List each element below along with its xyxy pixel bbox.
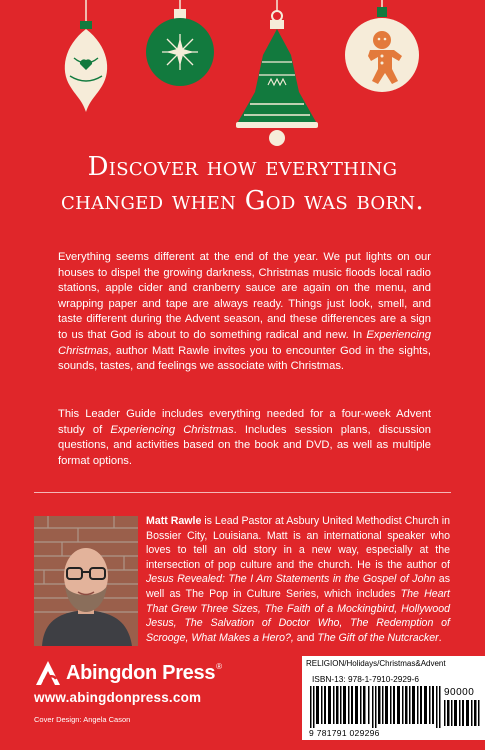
star-ornament-icon bbox=[146, 9, 214, 86]
cover-design-credit: Cover Design: Angela Cason bbox=[34, 715, 131, 724]
price-barcode bbox=[444, 700, 480, 726]
heart-ornament-icon bbox=[65, 21, 107, 112]
publisher-logo bbox=[34, 658, 222, 688]
divider bbox=[34, 492, 451, 493]
author-photo bbox=[34, 516, 138, 646]
book-title: Experiencing Christmas bbox=[110, 423, 234, 436]
abingdon-logo-icon bbox=[34, 659, 62, 687]
book-title: The Gift of the Nutcracker bbox=[317, 631, 439, 644]
isbn: ISBN-13: 978-1-7910-2929-6 bbox=[312, 674, 420, 684]
publisher-url[interactable]: www.abingdonpress.com bbox=[34, 690, 202, 705]
headline bbox=[0, 150, 485, 218]
price-code: 90000 bbox=[444, 687, 475, 698]
gingerbread-ornament-icon bbox=[345, 7, 419, 92]
series-titles: The Heart That Grew Three Sizes, The Faith of a Mockingbird, Hollywood Jesus, The Salvation of Doctor Who, The Redemption of Scrooge, What Makes a Hero?, bbox=[146, 587, 450, 644]
isbn-barcode bbox=[310, 686, 442, 728]
book-title: Experiencing Christmas bbox=[58, 328, 431, 357]
description-paragraph: Everything seems different at the end of the year. We put lights on our houses to dispel the growing darkness, Christmas music floods local radio stations, apple cider and cranberry sauce are again on the menu, and wrapping paper and tape are always ready. Things just look, smell, and taste different during the Advent season, and these differences are a sign to us that God is about to do something radical and new. In Experiencing Christmas, author Matt Rawle invites you to encounter God in the sights, sounds, tastes, and feelings we associate with Christmas. bbox=[58, 251, 431, 373]
barcode-number: 9 781791 029296 bbox=[309, 728, 380, 738]
book-title: Jesus Revealed: The I Am Statements in the Gospel of John bbox=[146, 573, 436, 586]
headline-line-2: changed when God was born. bbox=[61, 186, 424, 216]
bisac-category: RELIGION/Holidays/Christmas&Advent bbox=[306, 659, 446, 668]
headline-line-1: Discover how everything bbox=[87, 152, 398, 182]
trademark: ® bbox=[216, 662, 223, 671]
barcode-block bbox=[302, 656, 485, 740]
ornament-illustrations bbox=[0, 0, 485, 150]
author-name: Matt Rawle bbox=[146, 515, 202, 527]
bell-ornament-icon bbox=[236, 11, 318, 146]
author-bio: Matt Rawle is Lead Pastor at Asbury United Methodist Church in Bossier City, Louisiana. Matt is an international speaker who loves to tell an old story in a new way, especially at the intersection of pop culture and the church. He is the author of Jesus Revealed: The I Am Statements in the Gospel of John as well as The Pop in Culture Series, which includes The Heart That Grew Three Sizes, The Faith of a Mockingbird, Hollywood Jesus, The Salvation of Doctor Who, The Redemption of Scrooge, What Makes a Hero?, and The Gift of the Nutcracker. bbox=[146, 515, 450, 644]
publisher-name: Abingdon Press bbox=[66, 661, 216, 684]
leader-guide-paragraph: This Leader Guide includes everything needed for a four-week Advent study of Experiencing Christmas. Includes session plans, discussion questions, and activities based on the book and DVD, as well as multiple format options. bbox=[58, 408, 431, 467]
